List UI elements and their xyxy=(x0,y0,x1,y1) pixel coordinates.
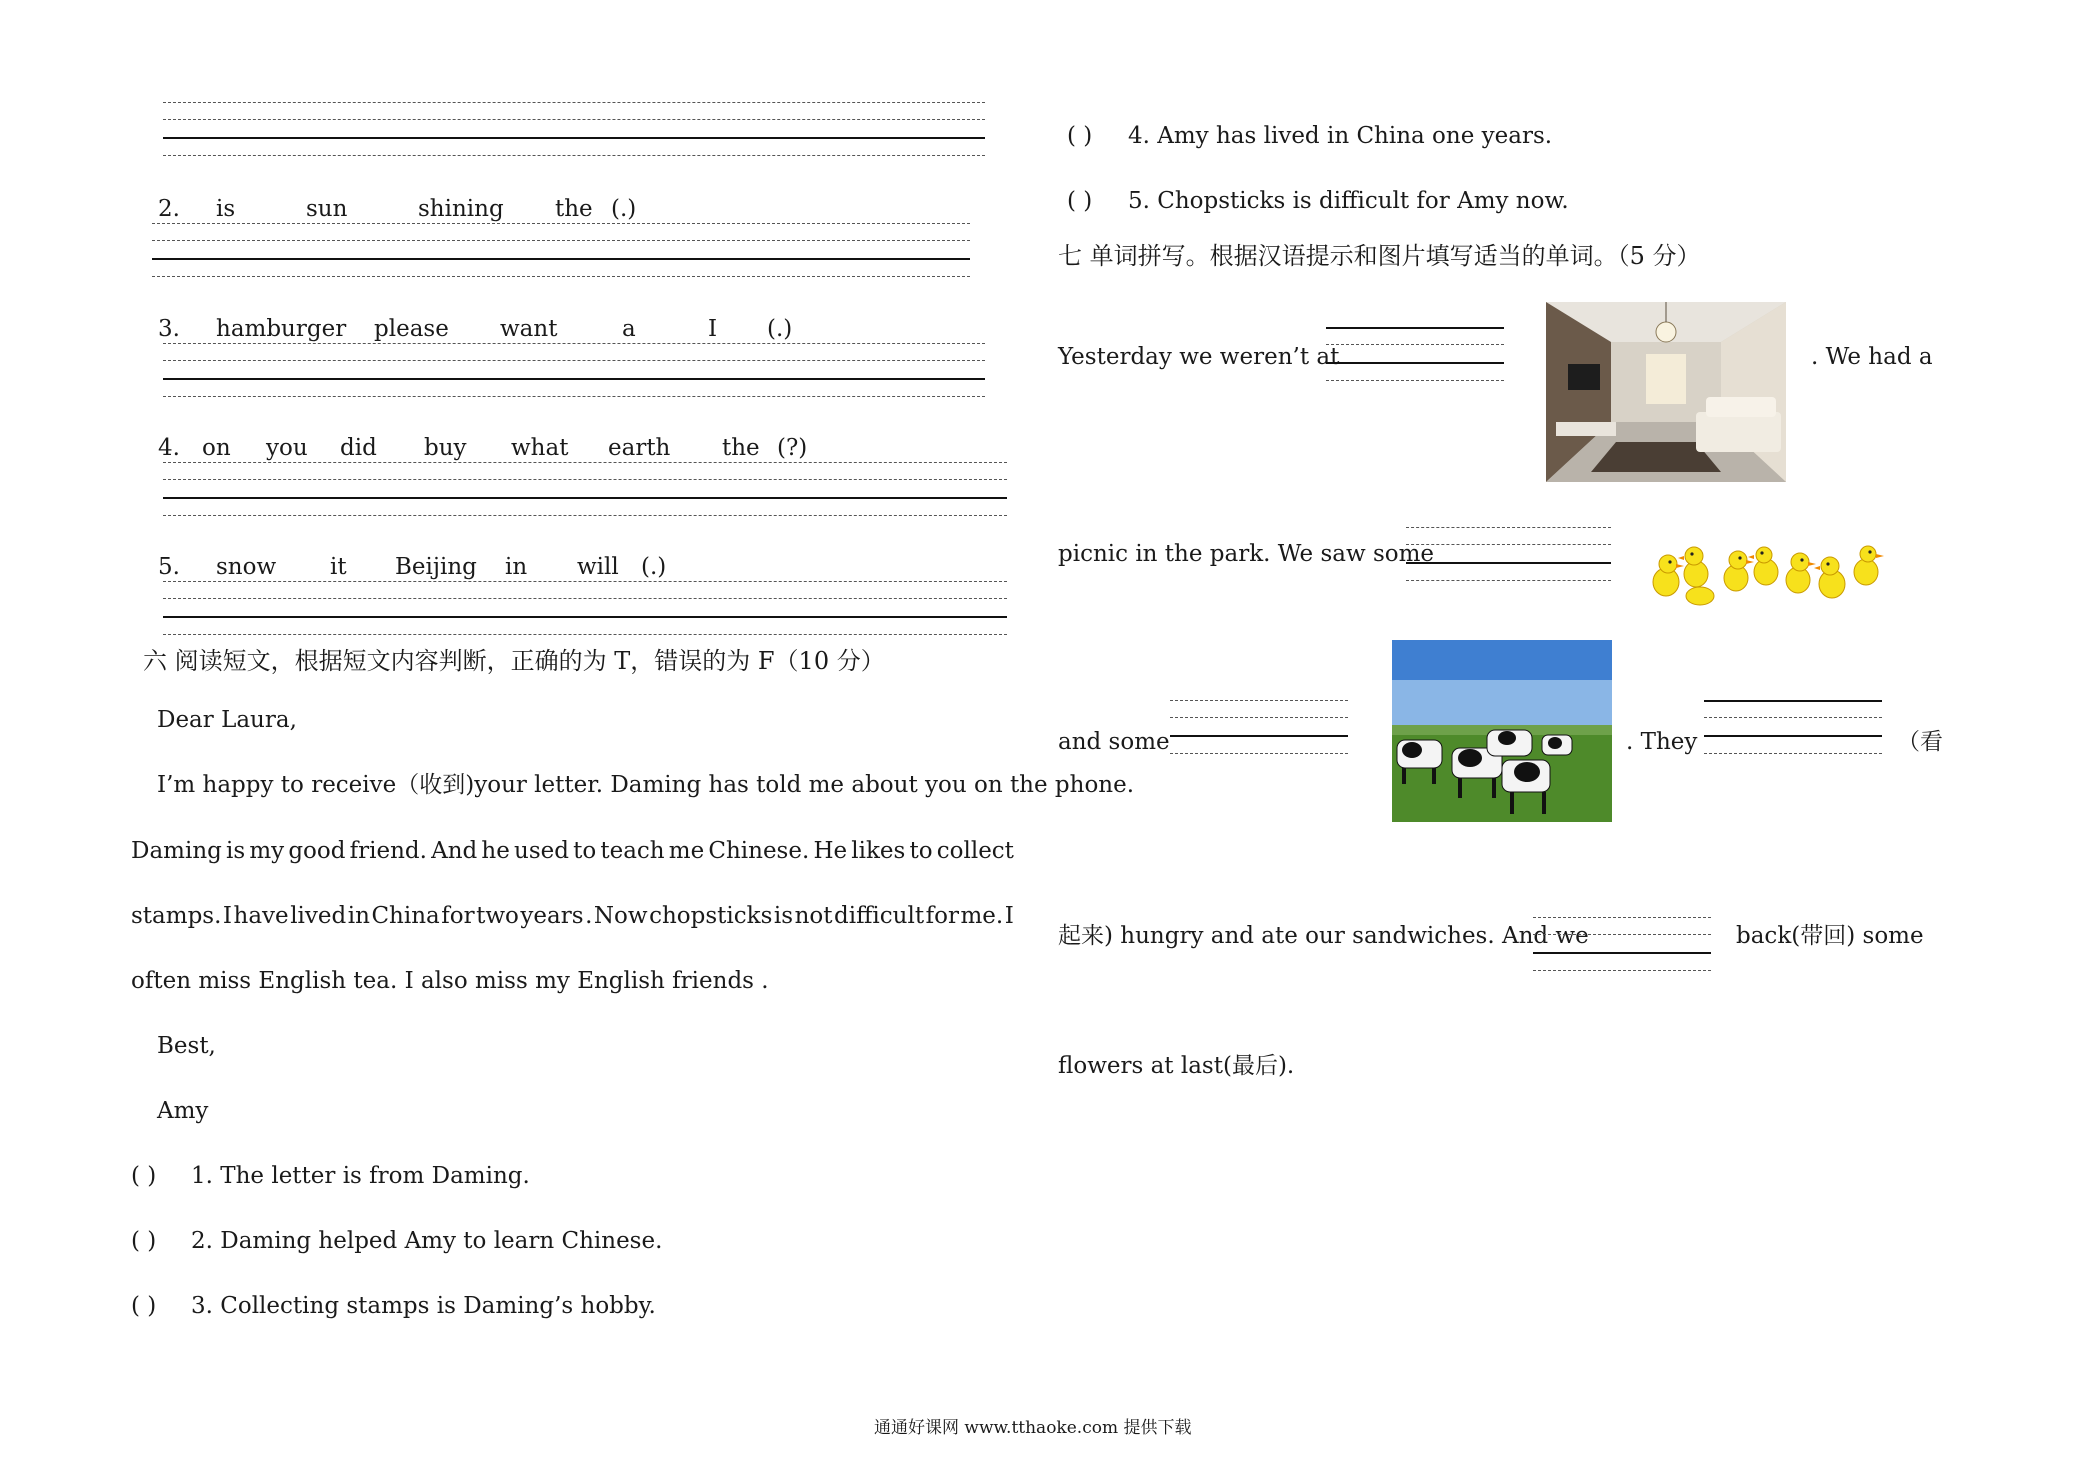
writing-lines-q2[interactable] xyxy=(152,223,970,277)
letter-word: Chinese. xyxy=(708,838,810,864)
writing-lines-q5[interactable] xyxy=(163,581,1007,635)
letter-word: friend. xyxy=(349,838,427,864)
letter-word: my xyxy=(249,838,285,864)
q3-word: a xyxy=(622,316,636,342)
question-2-number: 2. xyxy=(158,196,180,222)
letter-word: difficult xyxy=(834,903,925,929)
q4-word: did xyxy=(340,435,377,461)
letter-word: me xyxy=(668,838,705,864)
letter-word: is xyxy=(773,903,794,929)
tf-answer-paren-3[interactable]: ( ) xyxy=(131,1293,157,1319)
q2-word: sun xyxy=(306,196,348,222)
letter-word: I xyxy=(1004,903,1014,929)
letter-word: years xyxy=(520,903,584,929)
question-3-number: 3. xyxy=(158,316,180,342)
q4-word: earth xyxy=(608,435,671,461)
letter-word: is xyxy=(226,838,246,864)
question-4-number: 4. xyxy=(158,435,180,461)
tf-statement-2: 2. Daming helped Amy to learn Chinese. xyxy=(191,1228,663,1254)
letter-line-4: often miss English tea. I also miss my English friends . xyxy=(131,968,769,994)
tf-statement-3: 3. Collecting stamps is Daming’s hobby. xyxy=(191,1293,656,1319)
q5-word: snow xyxy=(216,554,277,580)
q4-word: you xyxy=(266,435,308,461)
section-6-title: 六 阅读短文，根据短文内容判断，正确的为 T，错误的为 F（10 分） xyxy=(143,647,885,675)
spelling-sentence-5: flowers at last(最后). xyxy=(1058,1053,1295,1079)
blank-look[interactable] xyxy=(1704,700,1882,754)
q5-word: it xyxy=(330,554,347,580)
letter-word: And xyxy=(431,838,478,864)
q2-word: (.) xyxy=(611,196,637,222)
spelling-sentence-3c: （看 xyxy=(1897,729,1943,755)
writing-lines-q1[interactable] xyxy=(163,102,985,156)
letter-word: teach xyxy=(600,838,665,864)
tf-statement-5: 5. Chopsticks is difficult for Amy now. xyxy=(1128,188,1569,214)
letter-signature: Amy xyxy=(157,1098,209,1124)
letter-word: good xyxy=(288,838,346,864)
section-7-title: 七 单词拼写。根据汉语提示和图片填写适当的单词。（5 分） xyxy=(1058,242,1701,270)
letter-closing: Best, xyxy=(157,1033,216,1059)
writing-lines-q3[interactable] xyxy=(163,343,985,397)
q5-word: (.) xyxy=(641,554,667,580)
q5-word: will xyxy=(577,554,619,580)
spelling-sentence-3b: . They xyxy=(1626,729,1698,755)
tf-answer-paren-5[interactable]: ( ) xyxy=(1067,188,1093,214)
tf-answer-paren-1[interactable]: ( ) xyxy=(131,1163,157,1189)
letter-word: I xyxy=(222,903,233,929)
q2-word: the xyxy=(555,196,593,222)
q4-word: what xyxy=(511,435,569,461)
spelling-sentence-4a: 起来) hungry and ate our sandwiches. And we xyxy=(1058,923,1589,949)
q2-word: is xyxy=(216,196,236,222)
letter-word: collect xyxy=(936,838,1014,864)
writing-lines-q4[interactable] xyxy=(163,462,1007,516)
q3-word: please xyxy=(374,316,449,342)
letter-word: not xyxy=(794,903,833,929)
q3-word: want xyxy=(500,316,558,342)
letter-word: Daming xyxy=(131,838,222,864)
letter-word: he xyxy=(481,838,510,864)
blank-living-room[interactable] xyxy=(1326,327,1504,381)
q5-word: in xyxy=(505,554,528,580)
q4-word: the xyxy=(722,435,760,461)
q2-word: shining xyxy=(418,196,504,222)
q4-word: on xyxy=(202,435,231,461)
q3-word: hamburger xyxy=(216,316,347,342)
footer-credit: 通通好课网 www.tthaoke.com 提供下载 xyxy=(874,1418,1192,1438)
letter-word: Now xyxy=(593,903,648,929)
letter-word: for xyxy=(925,903,959,929)
letter-word: two xyxy=(476,903,519,929)
tf-statement-1: 1. The letter is from Daming. xyxy=(191,1163,530,1189)
letter-word: stamps. xyxy=(131,903,222,929)
spelling-sentence-1a: Yesterday we weren’t at xyxy=(1058,344,1340,370)
letter-word: have xyxy=(233,903,289,929)
letter-line-2 xyxy=(131,840,1014,863)
letter-word: me. xyxy=(960,903,1004,929)
letter-word: He xyxy=(813,838,848,864)
letter-word: likes xyxy=(851,838,906,864)
tf-answer-paren-2[interactable]: ( ) xyxy=(131,1228,157,1254)
letter-word: . xyxy=(585,903,593,929)
letter-word: lived xyxy=(290,903,347,929)
q4-word: buy xyxy=(424,435,467,461)
q3-word: (.) xyxy=(767,316,793,342)
letter-word: in xyxy=(347,903,370,929)
spelling-sentence-3a: and some xyxy=(1058,729,1170,755)
letter-word: China xyxy=(371,903,440,929)
cows-image xyxy=(1392,640,1612,822)
tf-statement-4: 4. Amy has lived in China one years. xyxy=(1128,123,1553,149)
letter-word: used xyxy=(514,838,569,864)
letter-word: to xyxy=(573,838,597,864)
letter-line-3 xyxy=(131,905,1014,928)
spelling-sentence-1b: . We had a xyxy=(1811,344,1933,370)
q4-word: (?) xyxy=(777,435,808,461)
blank-bring-back[interactable] xyxy=(1533,917,1711,971)
letter-word: for xyxy=(441,903,475,929)
spelling-sentence-4b: back(带回) some xyxy=(1736,923,1924,949)
blank-ducks[interactable] xyxy=(1406,527,1611,581)
ducks-image xyxy=(1648,544,1888,608)
tf-answer-paren-4[interactable]: ( ) xyxy=(1067,123,1093,149)
letter-word: chopsticks xyxy=(649,903,773,929)
letter-line-1: I’m happy to receive（收到)your letter. Daming has told me about you on the phone. xyxy=(157,772,1135,798)
q5-word: Beijing xyxy=(395,554,477,580)
question-5-number: 5. xyxy=(158,554,180,580)
letter-greeting: Dear Laura, xyxy=(157,707,297,733)
living-room-image xyxy=(1546,302,1786,482)
spelling-sentence-2: picnic in the park. We saw some xyxy=(1058,541,1435,567)
q3-word: I xyxy=(708,316,718,342)
letter-word: to xyxy=(909,838,933,864)
blank-cows[interactable] xyxy=(1170,700,1348,754)
